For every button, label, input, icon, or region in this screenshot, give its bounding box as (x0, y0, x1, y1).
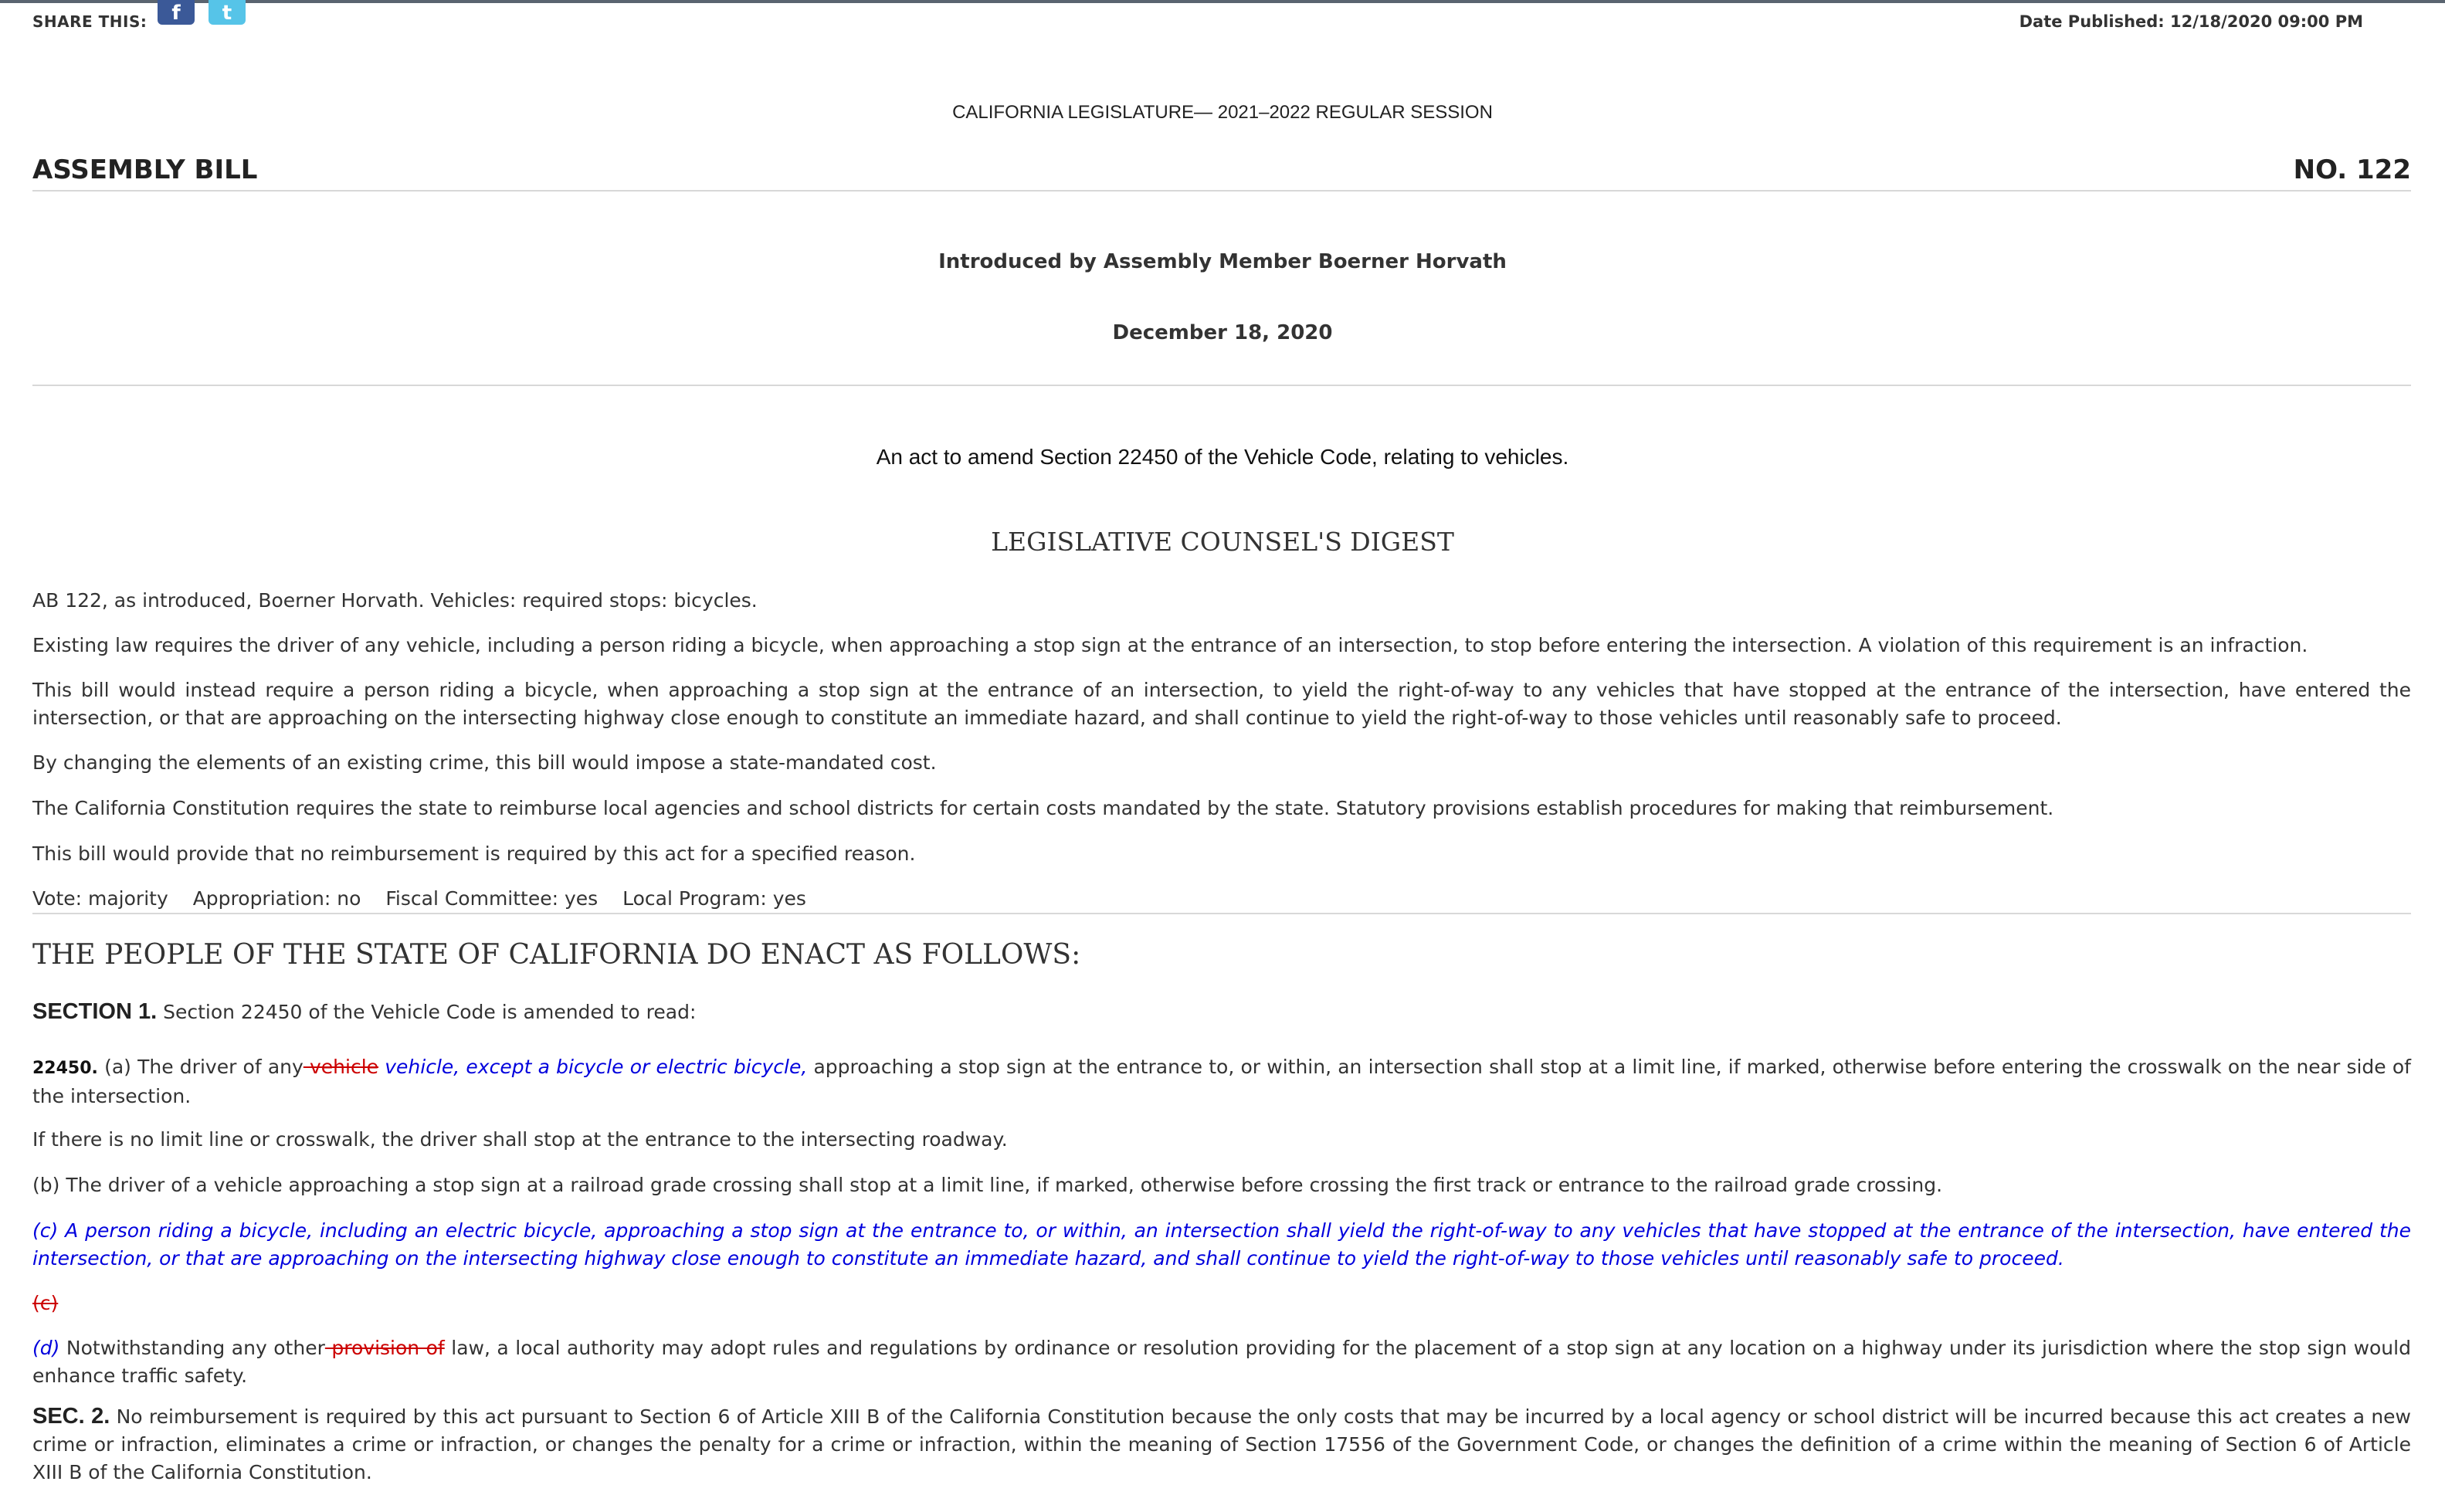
appropriation-info: Appropriation: no (192, 887, 361, 910)
section-label: SECTION 1. (32, 999, 158, 1024)
section-number: 22450. (32, 1059, 98, 1078)
no-limit-line-paragraph: If there is no limit line or crosswalk, the driver shall stop at the entrance to the intersecting roadway. (32, 1128, 1008, 1151)
section-label: SEC. 2. (32, 1404, 110, 1429)
date-published: Date Published: 12/18/2020 09:00 PM (2019, 12, 2363, 31)
vote-summary (32, 885, 2411, 913)
digest-paragraph: This bill would instead require a person riding a bicycle, when approaching a stop sign at the entrance of an intersection, to yield the right-of-way to any vehicles that have stopped at the entrance of the intersection, have entered the intersection, or that are approaching on the intersecting highway close enough to constitute an immediate hazard, and shall continue to yield the right-of-way to those vehicles until reasonably safe to proceed. (32, 679, 2411, 729)
deleted-text: (c) (32, 1292, 59, 1314)
section-text: No reimbursement is required by this act pursuant to Section 6 of Article XIII B of the California Constitution because the only costs that may be incurred by a local agency or school district will be incurred because this act creates a new crime or infraction, eliminates a crime or infraction, or changes the penalty for a crime or infraction, within the meaning of Section 17556 of the Government Code, or changes the definition of a crime within the meaning of Section 6 of Article XIII B of the California Constitution. (32, 1405, 2412, 1483)
subdivision-c-added: (c) A person riding a bicycle, including an electric bicycle, approaching a stop sign at the entrance to, or within, an intersection shall yield the right-of-way to any vehicles that have stopped at the entrance of the intersection, have entered the intersection, or that are approaching on the intersecting highway close enough to constitute an immediate hazard, and shall continue to yield the right-of-way to those vehicles until reasonably safe to proceed. (32, 1219, 2411, 1270)
bill-number: NO. 122 (2293, 154, 2411, 185)
legislature-session: CALIFORNIA LEGISLATURE— 2021–2022 REGULAR SESSION (952, 102, 1493, 123)
digest-paragraph: Existing law requires the driver of any vehicle, including a person riding a bicycle, when approaching a stop sign at the entrance of an intersection, to stop before entering the intersection. A violation of this requirement is an infraction. (32, 634, 2308, 656)
digest-paragraph: This bill would provide that no reimbursement is required by this act for a specified reason. (32, 842, 916, 865)
divider (32, 190, 2411, 192)
share-label: SHARE THIS: (32, 12, 148, 31)
digest-paragraph: By changing the elements of an existing crime, this bill would impose a state-mandated cost. (32, 751, 937, 774)
top-border (0, 0, 2445, 3)
act-title: An act to amend Section 22450 of the Vehicle Code, relating to vehicles. (876, 445, 1569, 469)
enacting-clause: THE PEOPLE OF THE STATE OF CALIFORNIA DO ENACT AS FOLLOWS: (32, 939, 1081, 971)
subdivision-b: (b) The driver of a vehicle approaching a stop sign at a railroad grade crossing shall stop at a limit line, if marked, otherwise before crossing the first track or entrance to the railroad grade crossing. (32, 1174, 1943, 1196)
section-2 (32, 1402, 2411, 1487)
divider (32, 913, 2411, 914)
introduced-by: Introduced by Assembly Member Boerner Horvath (938, 250, 1507, 273)
section-1-heading (32, 998, 2411, 1026)
subdivision-d (32, 1334, 2411, 1390)
introduced-date: December 18, 2020 (1112, 321, 1333, 344)
subdivision-c-deleted (32, 1290, 2411, 1317)
local-program-info: Local Program: yes (622, 887, 806, 910)
text: Notwithstanding any other (59, 1337, 325, 1359)
digest-title: LEGISLATIVE COUNSEL'S DIGEST (991, 527, 1454, 557)
added-text: (d) (32, 1337, 60, 1359)
digest-paragraph: The California Constitution requires the state to reimburse local agencies and school districts for certain costs mandated by the state. Statutory provisions establish procedures for making that reimbursement. (32, 797, 2054, 819)
vote-info: Vote: majority (32, 887, 168, 910)
digest-paragraph: AB 122, as introduced, Boerner Horvath. Vehicles: required stops: bicycles. (32, 589, 758, 612)
bill-type: ASSEMBLY BILL (32, 154, 258, 185)
section-text: Section 22450 of the Vehicle Code is amended to read: (157, 1001, 697, 1023)
fiscal-committee-info: Fiscal Committee: yes (385, 887, 599, 910)
subdivision-a (32, 1053, 2411, 1110)
text: approaching a stop sign at the entrance to, or within, an intersection shall stop at a limit line, if marked, otherwise before entering the crosswalk on the near side of the intersection. (32, 1056, 2411, 1107)
deleted-text: vehicle (303, 1056, 379, 1078)
facebook-icon: f (171, 2, 181, 25)
text: (a) The driver of any (97, 1056, 304, 1078)
twitter-share-button[interactable] (209, 0, 246, 25)
divider (32, 385, 2411, 386)
twitter-icon: t (222, 2, 232, 25)
facebook-share-button[interactable] (158, 0, 195, 25)
added-text: vehicle, except a bicycle or electric bicycle, (378, 1056, 808, 1078)
deleted-text: provision of (324, 1337, 445, 1359)
text: law, a local authority may adopt rules and regulations by ordinance or resolution providing for the placement of a stop sign at any location on a highway under its jurisdiction where the stop sign would enhance traffic safety. (32, 1337, 2411, 1387)
